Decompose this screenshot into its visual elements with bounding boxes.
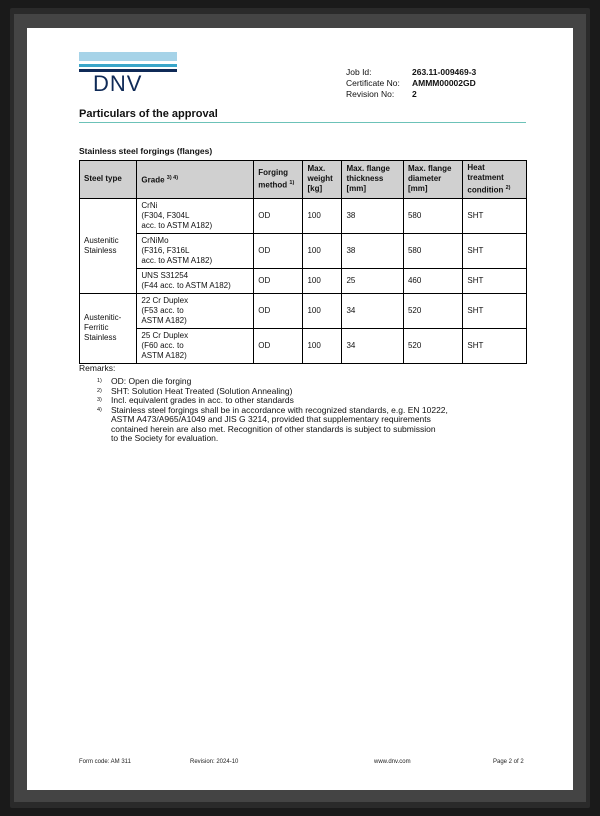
remark-item: [97, 406, 537, 444]
grade-cell: 25 Cr Duplex (F60 acc. to ASTM A182): [137, 328, 254, 363]
revision-label: Revision No:: [346, 89, 395, 99]
remark-number: 3): [97, 397, 102, 403]
header-max-weight: Max. weight [kg]: [303, 161, 342, 199]
thickness-cell: 34: [342, 293, 404, 328]
section-title: Particulars of the approval: [79, 108, 218, 120]
grade-cell: CrNiMo (F316, F316L acc. to ASTM A182): [137, 233, 254, 268]
job-id-value: 263.11-009469-3: [412, 67, 477, 77]
method-cell: OD: [254, 198, 303, 233]
steel-type-cell: Austenitic Stainless: [80, 198, 137, 293]
revision-value: 2: [412, 89, 417, 99]
diameter-cell: 580: [403, 198, 462, 233]
weight-cell: 100: [303, 268, 342, 293]
table-row: [80, 293, 527, 328]
heat-cell: SHT: [463, 268, 527, 293]
remark-text: SHT: Solution Heat Treated (Solution Annealing): [111, 385, 293, 396]
logo-band-mid: [79, 64, 177, 67]
footer-revision: Revision: 2024-10: [190, 759, 239, 765]
thickness-cell: 38: [342, 198, 404, 233]
weight-cell: 100: [303, 328, 342, 363]
footer-page-number: Page 2 of 2: [493, 759, 524, 765]
weight-cell: 100: [303, 198, 342, 233]
table-row: [80, 233, 527, 268]
thickness-cell: 25: [342, 268, 404, 293]
footer-form-code: Form code: AM 311: [79, 759, 131, 765]
header-heat-treatment: Heat treatment condition $^{2)}$: [463, 161, 527, 199]
remark-number: 4): [97, 406, 102, 413]
logo-band-light: [79, 52, 177, 61]
steel-type-cell: Austenitic- Ferritic Stainless: [80, 293, 137, 363]
section-divider: [79, 122, 526, 123]
method-cell: OD: [254, 233, 303, 268]
method-cell: OD: [254, 328, 303, 363]
header-max-thickness: Max. flange thickness [mm]: [342, 161, 404, 199]
table-row: [80, 268, 527, 293]
remarks-label: Remarks:: [79, 363, 116, 373]
table-header-row: [80, 161, 527, 199]
heat-cell: SHT: [463, 328, 527, 363]
remarks-list: [97, 377, 537, 444]
heat-cell: SHT: [463, 198, 527, 233]
table-row: [80, 198, 527, 233]
job-id-label: Job Id:: [346, 67, 372, 77]
grade-cell: CrNi (F304, F304L acc. to ASTM A182): [137, 198, 254, 233]
method-cell: OD: [254, 268, 303, 293]
weight-cell: 100: [303, 233, 342, 268]
diameter-cell: 520: [403, 328, 462, 363]
thickness-cell: 34: [342, 328, 404, 363]
header-max-diameter: Max. flange diameter [mm]: [403, 161, 462, 199]
header-grade: Grade $^{3) 4)}$: [137, 161, 254, 199]
thickness-cell: 38: [342, 233, 404, 268]
certificate-label: Certificate No:: [346, 78, 400, 88]
certificate-page: [27, 28, 573, 790]
forgings-table: [79, 160, 527, 364]
document-meta: [346, 67, 476, 100]
method-cell: OD: [254, 293, 303, 328]
grade-cell: 22 Cr Duplex (F53 acc. to ASTM A182): [137, 293, 254, 328]
certificate-value: AMMM00002GD: [412, 78, 476, 88]
diameter-cell: 520: [403, 293, 462, 328]
logo-text: DNV: [93, 71, 143, 96]
remark-text: Incl. equivalent grades in acc. to other standards: [111, 395, 294, 405]
heat-cell: SHT: [463, 233, 527, 268]
header-steel-type: Steel type: [80, 161, 137, 199]
dnv-logo: [79, 52, 177, 94]
weight-cell: 100: [303, 293, 342, 328]
remark-text: Stainless steel forgings shall be in accordance with recognized standards, e.g. EN 10222, ASTM A473/A965/A1049 and JIS G 3214, provided that supplementary requirements contained herein are also met. Recognition of other standards is subject to submission to the Society for evaluation.: [111, 404, 448, 443]
footer-website: www.dnv.com: [374, 759, 411, 765]
remark-number: 2): [97, 387, 102, 394]
diameter-cell: 460: [403, 268, 462, 293]
heat-cell: SHT: [463, 293, 527, 328]
diameter-cell: 580: [403, 233, 462, 268]
grade-cell: UNS S31254 (F44 acc. to ASTM A182): [137, 268, 254, 293]
table-row: [80, 328, 527, 363]
table-title: Stainless steel forgings (flanges): [79, 146, 213, 156]
remark-text: OD: Open die forging: [111, 376, 192, 386]
remark-number: 1): [97, 378, 102, 384]
header-forging-method: Forging method $^{1)}$: [254, 161, 303, 199]
